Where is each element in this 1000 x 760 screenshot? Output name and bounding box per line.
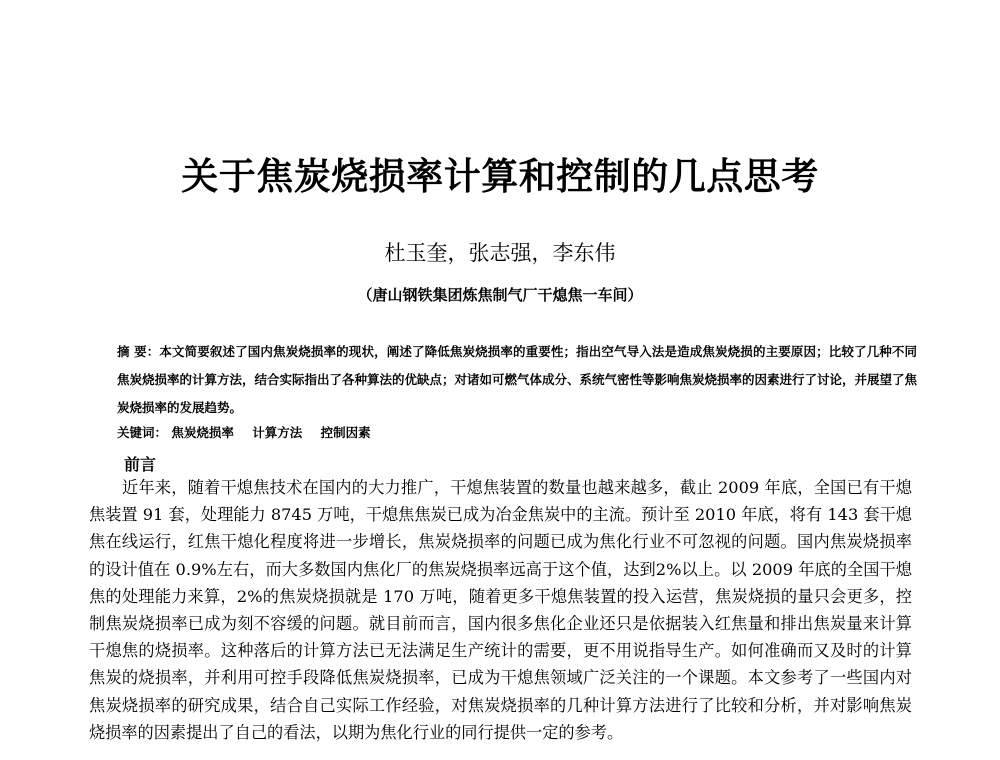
abstract-text: 本文简要叙述了国内焦炭烧损率的现状，阐述了降低焦炭烧损率的重要性；指出空气导入法是造成焦炭烧损的主要原因；比较了几种不同焦炭烧损率的计算方法，结合实际指出了各种算法的优缺点；对诸如可燃气体成分、系统气密性等影响焦炭烧损率的因素进行了讨论，并展望了焦炭烧损率的发展趋势。 bbox=[117, 344, 918, 415]
abstract-label: 摘 要： bbox=[117, 344, 160, 359]
body-paragraph: 近年来，随着干熄焦技术在国内的大力推广，干熄焦装置的数量也越来越多，截止 2009 年底，全国已有干熄焦装置 91 套，处理能力 8745 万吨，干熄焦焦炭已成为冶金焦炭中的主流。预计至 2010 年底，将有 143 套干熄焦在线运行，红焦干熄化程度将进一步增长，焦炭烧损率的问题已成为焦化行业不可忽视的问题。国内焦炭烧损率的设计值在 0.9%左右，而大多数国内焦化厂的焦炭烧损率远高于这个值，达到2%以上。以 2009 年底的全国干熄焦的处理能力来算，2%的焦炭烧损就是 170 万吨，随着更多干熄焦装置的投入运营，焦炭烧损的量只会更多，控制焦炭烧损率已成为刻不容缓的问题。就目前而言，国内很多焦化企业还只是依据装入红焦量和排出焦炭量来计算干熄焦的烧损率。这种落后的计算方法已无法满足生产统计的需要，更不用说指导生产。如何准确而又及时的计算焦炭的烧损率，并利用可控手段降低焦炭烧损率，已成为干熄焦领域广泛关注的一个课题。本文参考了一些国内对焦炭烧损率的研究成果，结合自己实际工作经验，对焦炭烧损率的几种计算方法进行了比较和分析，并对影响焦炭烧损率的因素提出了自己的看法，以期为焦化行业的同行提供一定的参考。 bbox=[89, 478, 912, 742]
keyword-item: 计算方法 bbox=[252, 425, 303, 440]
keyword-item: 控制因素 bbox=[320, 425, 371, 440]
abstract bbox=[117, 338, 917, 422]
paper-affiliation: （唐山钢铁集团炼焦制气厂干熄焦一车间） bbox=[357, 286, 643, 304]
keywords-label: 关键词： bbox=[117, 425, 168, 440]
paper-authors: 杜玉奎，张志强，李东伟 bbox=[384, 241, 616, 265]
keyword-item: 焦炭烧损率 bbox=[171, 425, 234, 440]
keywords bbox=[117, 423, 917, 441]
section-heading: 前言 bbox=[124, 455, 157, 474]
paper-title: 关于焦炭烧损率计算和控制的几点思考 bbox=[181, 155, 819, 198]
